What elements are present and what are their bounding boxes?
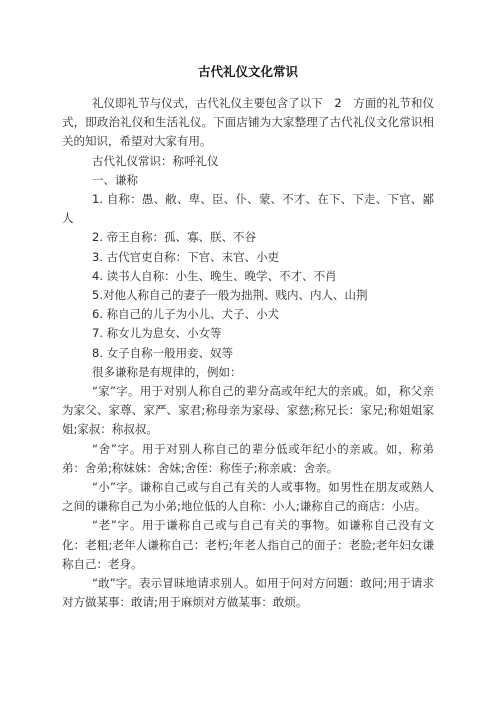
list-item: 7. 称女儿为息女、小女等 [92,326,222,341]
section-heading: 一、谦称 [92,172,138,187]
body-paragraph: “家”字。用于对别人称自己的辈分高或年纪大的亲戚。如，称父亲为家父、家尊、家严、家君;称母亲为家母、家慈;称兄长：家兄;称姐姐家姐;家叔：称叔叔。 [62,384,434,437]
list-item: 1. 自称：愚、敝、卑、臣、仆、蒙、不才、在下、下走、下官、鄙人 [62,192,434,226]
list-item: 2. 帝王自称：孤、寡、朕、不谷 [92,230,257,245]
list-item: 5.对他人称自己的妻子一般为拙荆、贱内、内人、山荆 [92,288,368,303]
rule-intro: 很多谦称是有规律的，例如： [92,364,242,379]
list-item: 4. 读书人自称：小生、晚生、晚学、不才、不肖 [92,268,337,283]
body-paragraph: “舍”字。用于对别人称自己的辈分低或年纪小的亲戚。如，称弟弟：舍弟;称妹妹：舍妹;舍侄：称侄子;称亲戚：舍亲。 [62,441,434,475]
intro-paragraph: 礼仪即礼节与仪式，古代礼仪主要包含了以下 2 方面的礼节和仪式，即政治礼仪和生活礼仪。下面店铺为大家整理了古代礼仪文化常识相关的知识，希望对大家有用。 [62,96,434,149]
body-paragraph: “小”字。谦称自己或与自己有关的人或事物。如男性在朋友或熟人之间的谦称自己为小弟;地位低的人自称：小人;谦称自己的商店：小店。 [62,480,434,514]
list-item: 8. 女子自称一般用妾、奴等 [92,345,234,360]
document-body [62,94,434,612]
body-paragraph: “敢”字。表示冒昧地请求别人。如用于问对方问题：敢问;用于请求对方做某事：敢请;用于麻烦对方做某事：敢烦。 [62,576,434,610]
document-title: 古代礼仪文化常识 [197,64,298,79]
list-item: 3. 古代官吏自称：下官、末官、小吏 [92,249,280,264]
list-item: 6. 称自己的儿子为小儿、犬子、小犬 [92,307,280,322]
body-paragraph: “老”字。用于谦称自己或与自己有关的事物。如谦称自己没有文化：老粗;老年人谦称自己：老朽;年老人指自己的面子：老脸;老年妇女谦称自己：老身。 [62,518,434,571]
section-subtitle: 古代礼仪常识：称呼礼仪 [92,153,219,168]
